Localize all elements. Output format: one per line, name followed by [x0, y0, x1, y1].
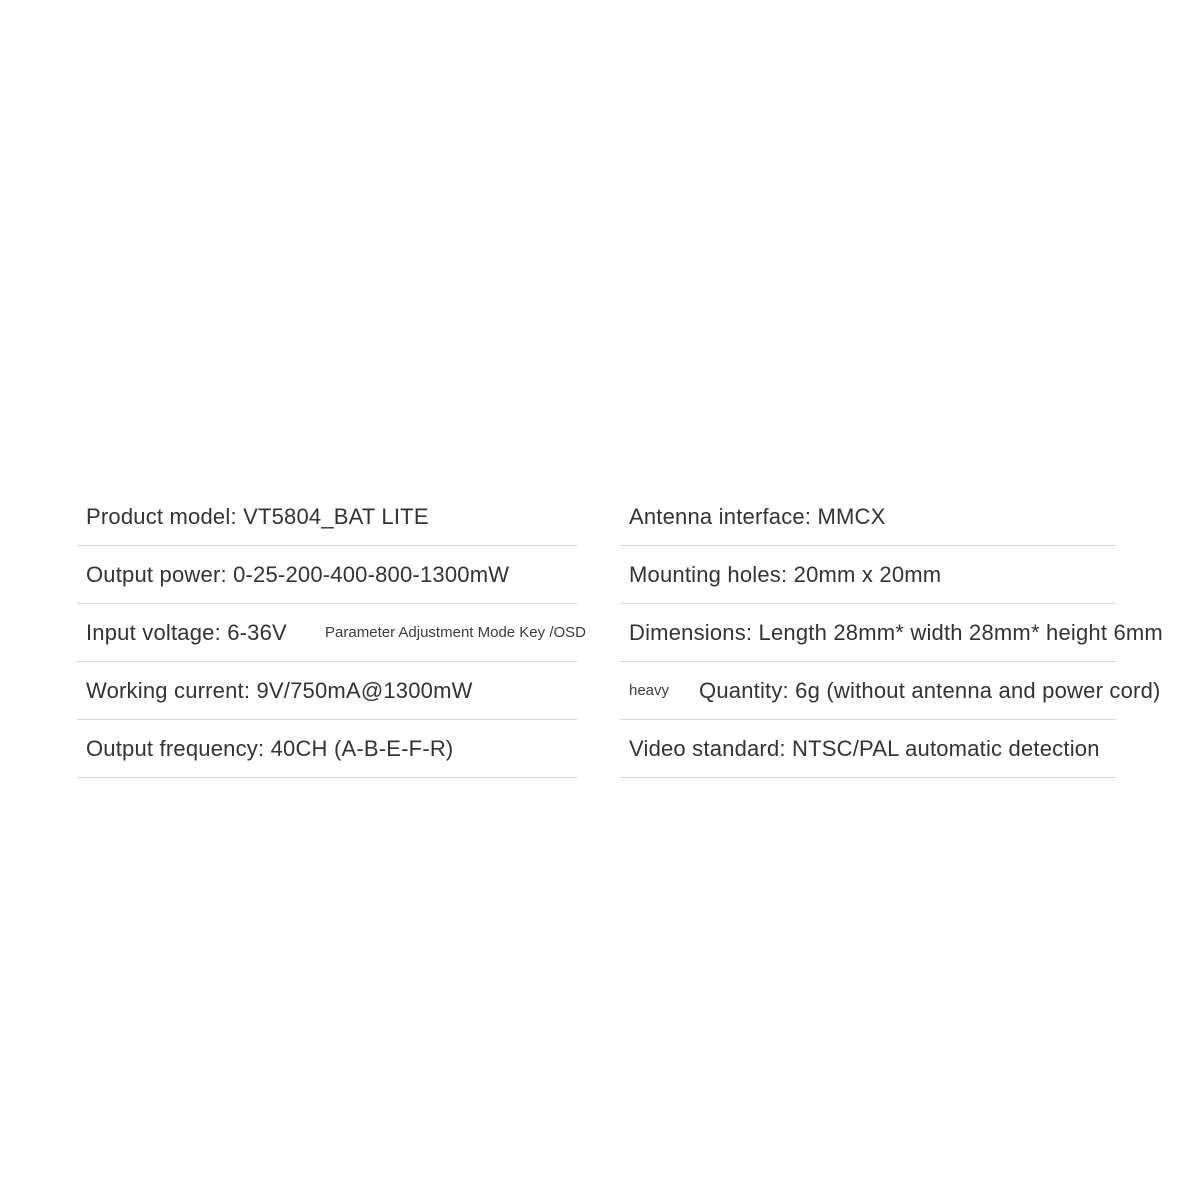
spec-row-text: Working current: 9V/750mA@1300mW — [86, 677, 473, 703]
spec-row-text: Dimensions: Length 28mm* width 28mm* height 6mm — [629, 619, 1163, 645]
spec-row — [620, 604, 1163, 662]
spec-row-prefix-note: heavy — [629, 682, 670, 699]
spec-row-text: Input voltage: 6-36V — [86, 619, 287, 645]
spec-row — [620, 488, 1116, 546]
spec-row-note: Parameter Adjustment Mode Key /OSD — [325, 624, 586, 641]
spec-row — [77, 604, 586, 662]
spec-column-left — [77, 488, 586, 778]
spec-row — [77, 546, 577, 604]
spec-row — [77, 662, 577, 720]
spec-row — [620, 720, 1116, 778]
spec-row-text: Mounting holes: 20mm x 20mm — [629, 561, 942, 587]
spec-row — [620, 546, 1116, 604]
spec-row-text: Video standard: NTSC/PAL automatic detection — [629, 735, 1100, 761]
spec-row-text: Product model: VT5804_BAT LITE — [86, 503, 429, 529]
spec-row — [77, 488, 577, 546]
spec-column-right — [620, 488, 1163, 778]
spec-row-text: Quantity: 6g (without antenna and power cord) — [699, 677, 1161, 703]
spec-row-text: Output power: 0-25-200-400-800-1300mW — [86, 561, 510, 587]
spec-row-text: Output frequency: 40CH (A-B-E-F-R) — [86, 735, 454, 761]
spec-row — [77, 720, 577, 778]
spec-row-text: Antenna interface: MMCX — [629, 503, 886, 529]
spec-row — [620, 662, 1161, 720]
